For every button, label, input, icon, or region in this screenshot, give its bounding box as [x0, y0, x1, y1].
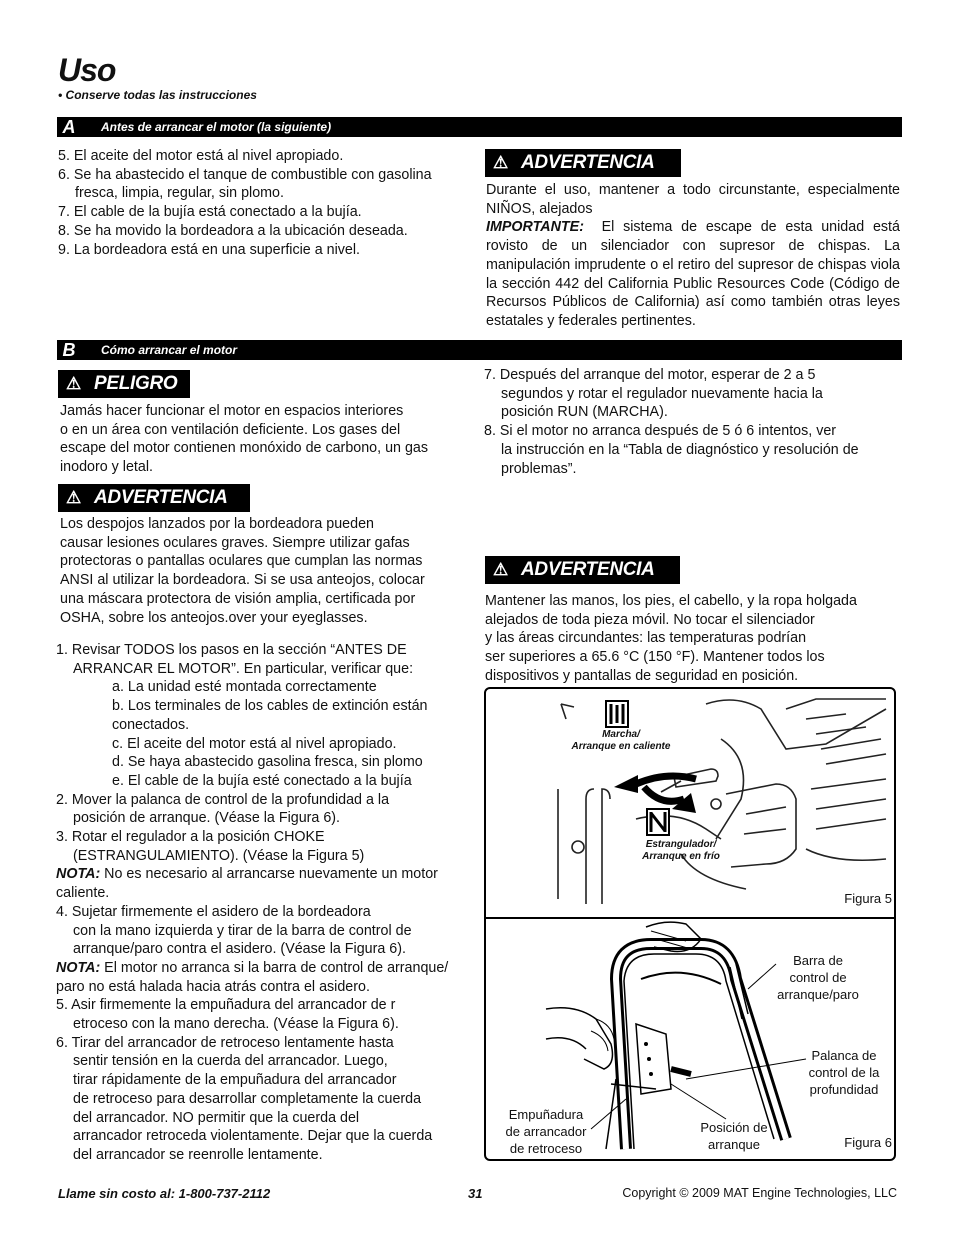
step-1-line: ARRANCAR EL MOTOR”. En particular, verificar que:: [73, 660, 414, 677]
step-3-line: (ESTRANGULAMIENTO). (Véase la Figura 5): [73, 847, 365, 864]
warning-line: Mantener las manos, los pies, el cabello, y la ropa holgada: [485, 593, 857, 609]
step-4-line: arranque/paro contra el asidero. (Véase la Figura 6).: [73, 941, 406, 958]
note-label: NOTA:: [56, 959, 101, 976]
step-3-line: 3. Rotar el regulador a la posición CHOKE: [56, 829, 325, 846]
danger-line: inodoro y letal.: [60, 459, 153, 476]
list-item: 5. El aceite del motor está al nivel apropiado.: [58, 148, 344, 164]
step-2-line: posición de arranque. (Véase la Figura 6).: [73, 810, 341, 827]
label-line: Arranque en caliente: [571, 741, 671, 752]
label-line: Marcha/: [602, 729, 640, 740]
step-6-line: del arrancador se reenrolle lentamente.: [73, 1146, 323, 1163]
figure-6-handle-label: [494, 1106, 598, 1157]
page-subtitle: • Conserve todas las instrucciones: [58, 88, 257, 102]
warning-label-b1: [58, 484, 250, 512]
label-line: profundidad: [809, 1082, 879, 1097]
steps-right: [484, 366, 900, 478]
warning-triangle-icon: ⚠: [493, 560, 508, 579]
warning-line: protectoras o pantallas oculares que cumplan las normas: [60, 553, 423, 570]
step-7-line: segundos y rotar el regulador nuevamente hacia la: [501, 385, 823, 402]
step-1-sub: conectados.: [112, 716, 190, 733]
step-4-line: con la mano izquierda y tirar de la barra de control de: [73, 922, 412, 939]
step-1-sub: a. La unidad esté montada correctamente: [112, 679, 377, 696]
warning-triangle-icon: ⚠: [493, 153, 508, 172]
label-line: Posición de: [700, 1120, 768, 1135]
step-8-line: problemas”.: [501, 460, 577, 477]
list-item: 7. El cable de la bujía está conectado a la bujía.: [58, 204, 362, 221]
step-1-sub: d. Se haya abastecido gasolina fresca, sin plomo: [112, 754, 423, 771]
warning-text-b1: [60, 515, 475, 627]
section-b-heading: Cómo arrancar el motor: [101, 343, 238, 357]
label-line: control de la: [808, 1065, 880, 1080]
warning-line: causar lesiones oculares graves. Siempre utilizar gafas: [60, 534, 410, 551]
warning-line: ANSI al utilizar la bordeadora. Si se usa anteojos, colocar: [60, 572, 425, 589]
step-4-line: 4. Sujetar firmemente el asidero de la bordeadora: [56, 903, 371, 920]
warning-line: y las áreas circundantes: las temperaturas podrían: [485, 630, 807, 647]
step-5-line: etroceso con la mano derecha. (Véase la Figura 6).: [73, 1016, 399, 1033]
danger-label-text: PELIGRO: [94, 373, 178, 394]
danger-line: o en un área con ventilación deficiente. Los gases del: [60, 421, 401, 438]
step-7-line: posición RUN (MARCHA).: [501, 404, 668, 421]
danger-line: escape del motor contienen monóxido de carbono, un gas: [60, 440, 428, 457]
section-b-letter: B: [57, 340, 81, 360]
section-a-letter: A: [57, 117, 81, 137]
steps-left: [56, 641, 476, 1165]
section-a-heading: Antes de arrancar el motor (la siguiente): [101, 120, 332, 134]
step-8-line: 8. Si el motor no arranca después de 5 ó 6 intentos, ver: [484, 423, 837, 440]
warning-text-a: [486, 181, 900, 331]
warning-line: una máscara protectora de visión amplia, certificada por: [60, 590, 416, 607]
warning-triangle-icon: ⚠: [66, 488, 81, 507]
important-paragraph: [486, 218, 900, 330]
label-line: Palanca de: [811, 1048, 877, 1063]
warning-line: dispositivos y pantallas de seguridad en posición.: [485, 667, 799, 684]
figure-6-caption: Figura 6: [844, 1135, 892, 1150]
list-item: 9. La bordeadora está en una superficie a nivel.: [58, 241, 361, 258]
figure-5-run-label: [556, 729, 686, 753]
note-text: El motor no arranca si la barra de control de arranque/: [100, 959, 449, 976]
footer-page-number: 31: [468, 1186, 483, 1201]
figure-6-lever-label: [796, 1047, 892, 1098]
step-1-sub: b. Los terminales de los cables de extinción están: [112, 698, 428, 715]
step-2-line: 2. Mover la palanca de control de la profundidad a la: [56, 791, 390, 808]
page-title: Uso: [58, 52, 116, 88]
label-line: Estrangulador/: [645, 839, 717, 850]
section-a-bar: [57, 117, 902, 137]
warning-label-text: ADVERTENCIA: [521, 152, 655, 173]
warning-line: ser superiores a 65.6 °C (150 °F). Mantener todos los: [485, 649, 825, 666]
note-2: [56, 959, 476, 978]
step-1-sub: e. El cable de la bujía esté conectado a la bujía: [112, 772, 412, 789]
list-item: 8. Se ha movido la bordeadora a la ubicación deseada.: [58, 222, 408, 239]
important-label: IMPORTANTE:: [486, 219, 584, 236]
figure-5-illustration: [486, 689, 894, 917]
figure-5-caption: Figura 5: [844, 891, 892, 906]
figures-box: [484, 687, 896, 1161]
step-6-line: de retroceso para desarrollar completamente la cuerda: [73, 1090, 422, 1107]
label-line: arranque: [707, 1137, 761, 1152]
note-1: [56, 865, 476, 884]
warning-line: alejados de toda pieza móvil. No tocar el silenciador: [485, 611, 815, 628]
danger-text: [60, 402, 475, 477]
step-1-sub: c. El aceite del motor está al nivel apropiado.: [112, 735, 397, 752]
step-8-line: la instrucción en la “Tabla de diagnóstico y resolución de: [501, 441, 859, 458]
warning-label-b2: [485, 556, 680, 584]
label-line: control de: [789, 970, 847, 985]
label-line: Barra de: [793, 953, 843, 968]
step-6-line: tirar rápidamente de la empuñadura del arrancador: [73, 1072, 397, 1089]
step-6-line: sentir tensión en la cuerda del arrancador. Luego,: [73, 1053, 388, 1070]
step-6-line: del arrancador. NO permitir que la cuerda del: [73, 1109, 360, 1126]
warning-triangle-icon: ⚠: [66, 374, 81, 393]
step-7-line: 7. Después del arranque del motor, esperar de 2 a 5: [484, 367, 816, 383]
figure-6-bar-label: [768, 952, 868, 1003]
figure-5-choke-label: [626, 839, 736, 863]
list-item: 6. Se ha abastecido el tanque de combustible con gasolina fresca, limpia, regular, sin plomo.: [58, 166, 432, 202]
label-line: de retroceso: [509, 1141, 583, 1156]
note-1-cont: caliente.: [56, 885, 110, 902]
step-5-line: 5. Asir firmemente la empuñadura del arrancador de r: [56, 997, 396, 1014]
step-1-line: 1. Revisar TODOS los pasos en la sección “ANTES DE: [56, 642, 407, 658]
warning-text-b2: [485, 592, 901, 686]
label-line: Arranque en frío: [642, 851, 720, 862]
label-line: de arrancador: [505, 1124, 587, 1139]
figure-6-position-label: [686, 1119, 782, 1153]
danger-label: [58, 370, 190, 398]
warning-label-text: ADVERTENCIA: [521, 559, 655, 580]
warning-line: Los despojos lanzados por la bordeadora pueden: [60, 516, 374, 532]
label-line: Empuñadura: [508, 1107, 584, 1122]
important-text: El sistema de escape de esta unidad está rovisto de un silenciador con supresor de chispas. La manipulación imprudente o el retiro del supresor de chispas viola la sección 442 del California Public Resources Code (Código de Recursos Públicos de California) así como también otras leyes estatales y federales pertinentes.: [486, 219, 900, 329]
section-b-bar: [57, 340, 902, 360]
note-text: No es necesario al arrancarse nuevamente un motor: [100, 866, 438, 883]
warning-line: OSHA, sobre los anteojos.over your eyeglasses.: [60, 609, 368, 626]
warning-body: Durante el uso, mantener a todo circunstante, especialmente NIÑOS, alejados: [486, 182, 900, 217]
warning-label-a: [485, 149, 681, 177]
note-label: NOTA:: [56, 866, 101, 883]
footer-copyright: Copyright © 2009 MAT Engine Technologies, LLC: [622, 1186, 897, 1200]
step-6-line: arrancador retroceda violentamente. Dejar que la cuerda: [73, 1128, 433, 1145]
danger-line: Jamás hacer funcionar el motor en espacios interiores: [60, 403, 404, 419]
footer-phone: Llame sin costo al: 1-800-737-2112: [58, 1186, 271, 1201]
label-line: arranque/paro: [777, 987, 859, 1002]
step-6-line: 6. Tirar del arrancador de retroceso lentamente hasta: [56, 1034, 394, 1051]
warning-label-text: ADVERTENCIA: [94, 487, 228, 508]
section-a-list: [58, 147, 473, 259]
note-2-cont: paro no está halada hacia atrás contra el asidero.: [56, 978, 370, 995]
